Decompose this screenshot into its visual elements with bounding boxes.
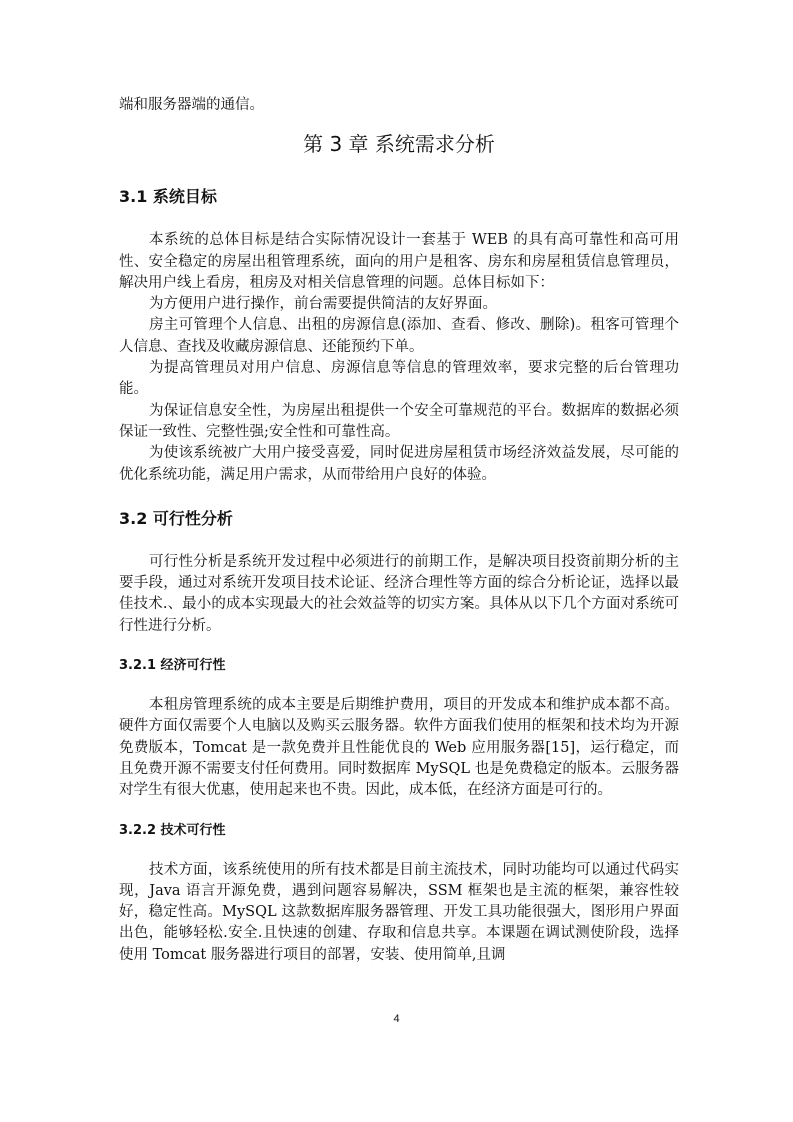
section-heading-3-2-2: 3.2.2 技术可行性 bbox=[119, 822, 226, 838]
section-heading-3-2: 3.2 可行性分析 bbox=[119, 508, 233, 528]
paragraph: 技术方面，该系统使用的所有技术都是目前主流技术，同时功能均可以通过代码实现，Java 语言开源免费，遇到问题容易解决，SSM 框架也是主流的框架，兼容性较好，稳定性高。MySQL 这款数据库服务器管理、开发工具功能很强大，图形用户界面出色，能够轻松.安全.且快速的创建、存取和信息共享。本课题在调试测使阶段，选择使用 Tomcat 服务器进行项目的部署，安装、使用简单,且调 bbox=[119, 861, 679, 963]
page-content bbox=[119, 95, 679, 966]
section-heading-3-2-1: 3.2.1 经济可行性 bbox=[119, 658, 226, 674]
paragraph: 本租房管理系统的成本主要是后期维护费用，项目的开发成本和维护成本都不高。硬件方面仅需要个人电脑以及购买云服务器。软件方面我们使用的框架和技术均为开源免费版本，Tomcat 是一款免费并且性能优良的 Web 应用服务器[15]，运行稳定，而且免费开源不需要支付任何费用。同时数据库 MySQL 也是免费稳定的版本。云服务器对学生有很大优惠，使用起来也不贵。因此，成本低，在经济方面是可行的。 bbox=[119, 697, 679, 799]
paragraph: 为提高管理员对用户信息、房源信息等信息的管理效率，要求完整的后台管理功能。 bbox=[119, 360, 679, 398]
section-heading-3-1: 3.1 系统目标 bbox=[119, 187, 217, 207]
paragraph: 房主可管理个人信息、出租的房源信息(添加、查看、修改、删除)。租客可管理个人信息、查找及收藏房源信息、还能预约下单。 bbox=[119, 317, 679, 355]
paragraph: 可行性分析是系统开发过程中必须进行的前期工作，是解决项目投资前期分析的主要手段，通过对系统开发项目技术论证、经济合理性等方面的综合分析论证，选择以最佳技术.、最小的成本实现最大的社会效益等的切实方案。具体从以下几个方面对系统可行性进行分析。 bbox=[119, 553, 679, 634]
paragraph: 为保证信息安全性，为房屋出租提供一个安全可靠规范的平台。数据库的数据必须保证一致性、完整性强;安全性和可靠性高。 bbox=[119, 402, 679, 440]
continuation-text: 端和服务器端的通信。 bbox=[119, 97, 264, 113]
chapter-title: 第 3 章 系统需求分析 bbox=[303, 132, 495, 157]
paragraph: 为使该系统被广大用户接受喜爱，同时促进房屋租赁市场经济效益发展，尽可能的优化系统功能，满足用户需求，从而带给用户良好的体验。 bbox=[119, 445, 679, 483]
paragraph: 本系统的总体目标是结合实际情况设计一套基于 WEB 的具有高可靠性和高可用性、安全稳定的房屋出租管理系统，面向的用户是租客、房东和房屋租赁信息管理员，解决用户线上看房，租房及对相关信息管理的问题。总体目标如下： bbox=[119, 232, 679, 291]
paragraph: 为方便用户进行操作，前台需要提供简洁的友好界面。 bbox=[149, 296, 497, 313]
page-number: 4 bbox=[393, 1013, 400, 1025]
